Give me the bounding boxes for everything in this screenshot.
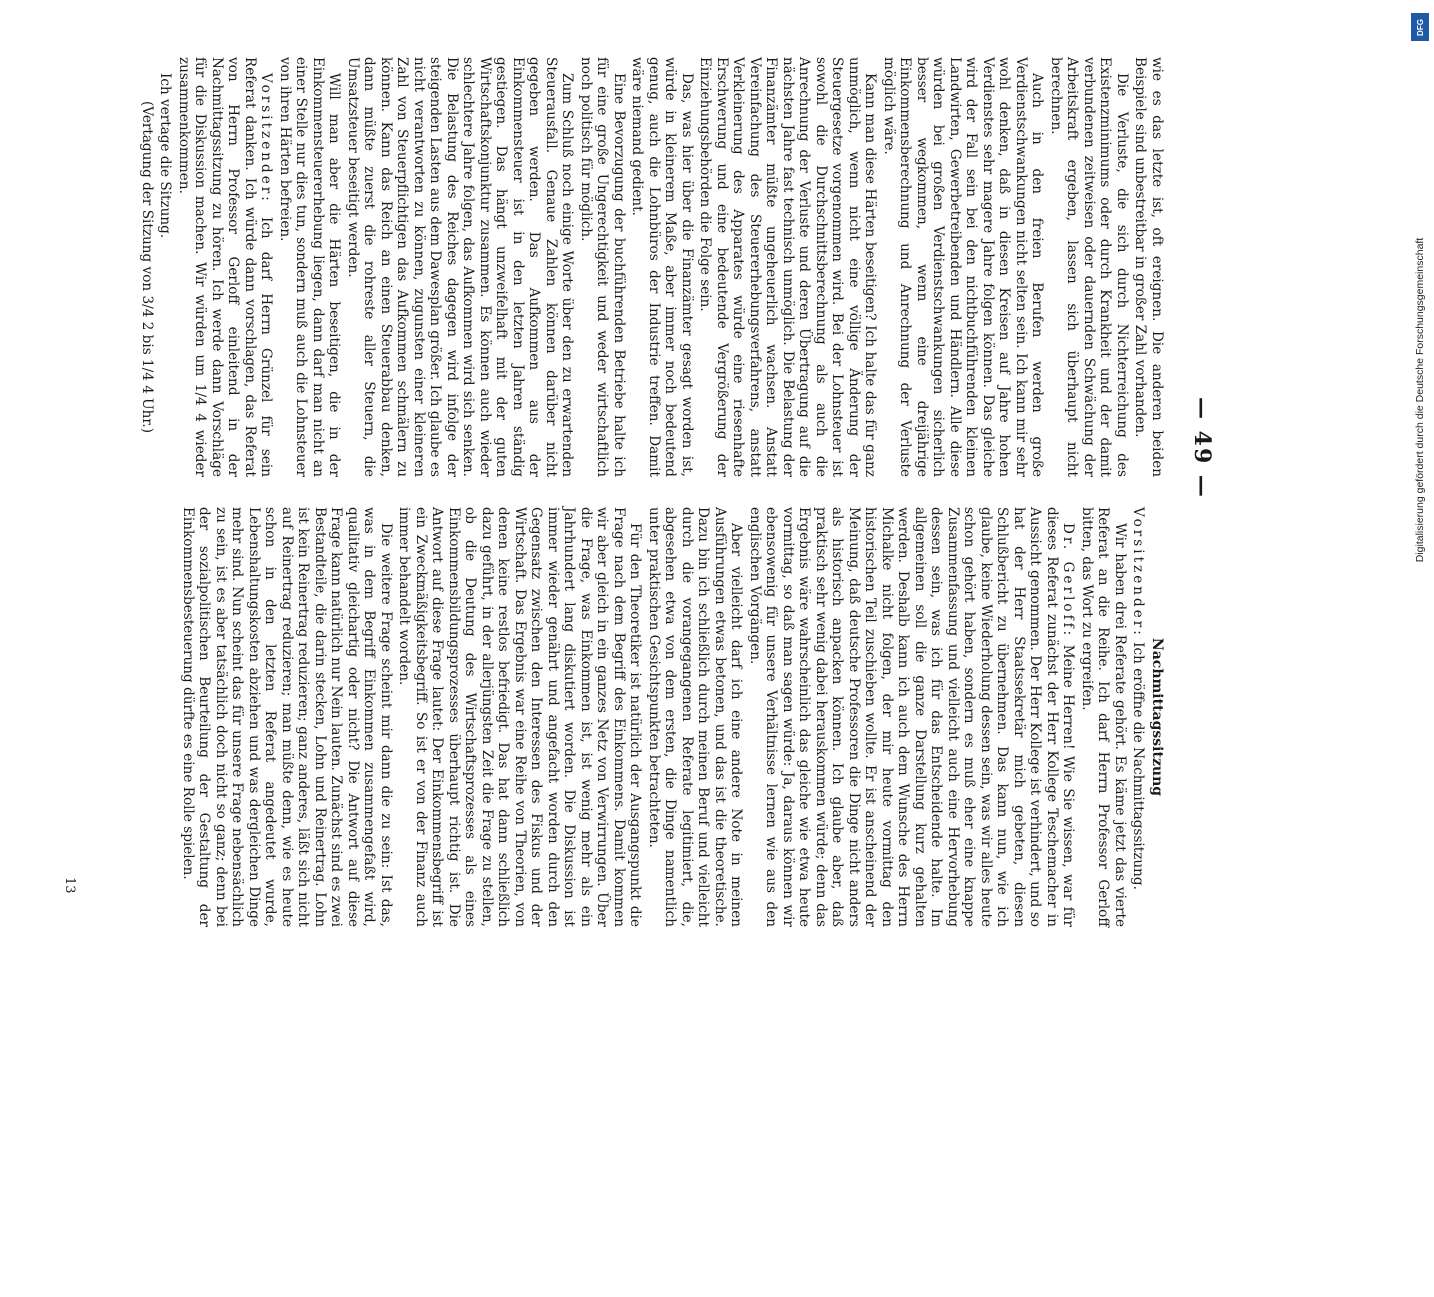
speaker-label: Vorsitzender: [258, 73, 275, 204]
paragraph: Wir haben drei Referate gehört. Es käme jetzt das vierte Referat an die Reihe. Ich darf Herrn Professor Gerloff bitten, das Wort zu ergreifen. [1079, 507, 1128, 927]
speaker-paragraph [747, 507, 1077, 927]
speaker-paragraph [1130, 507, 1147, 927]
section-title: Nachmittagssitzung [1149, 637, 1165, 797]
paragraph: Eine Bevorzugung der buchführenden Betriebe halte ich für eine große Ungerechtigkeit und weder wirtschaftlich noch politisch für möglich. [578, 57, 627, 477]
paragraph: Die weitere Frage scheint mir dann die zu sein: Ist das, was in dem Begriff Einkommen zusammengefaßt wird, qualitativ gleichartig oder nicht? Die Antwort auf diese Frage kann natürlich nur Nein lauten. Zunächst sind es zwei Bestandteile, die darin stecken, Lohn und Reinertrag. Lohn ist kein Reinertrag reduzieren; ganz anderes, läßt sich nicht auf Reinertrag reduzieren; man müßte denn, wie es heute schon in den letzten Referat angedeutet wurde, Lebenshaltungskosten abziehen und was dergleichen Dinge mehr sind. Nun scheint das für unsere Frage nebensächlich zu sein, ist es aber tatsächlich doch nicht so ganz; denn bei der sozialpolitischen Beurteilung der Gestaltung der Einkommensbesteuerung dürfte es eine Rolle spielen. [180, 507, 394, 927]
paragraph: Für den Theoretiker ist natürlich der Ausgangspunkt die Frage nach dem Begriff des Einkommens. Damit kommen wir aber gleich in ein ganzes Netz von Verwirrungen. Über die Frage, was Einkommen ist, ist wenig mehr als ein Jahrhundert lang diskutiert worden. Die Diskussion ist immer wieder genährt und angefacht worden durch den Gegensatz zwischen den Interessen des Fiskus und der Wirtschaft. Das Ergebnis war eine Reihe von Theorien, von denen keine restlos befriedigt. Das hat dann schließlich dazu geführt, in der allerjüngsten Zeit die Frage zu stellen, ob die Deutung des Wirtschaftsprozesses als eines Einkommensbildungsprozesses überhaupt richtig ist. Die Antwort auf diese Frage lautet: Der Einkommensbegriff ist ein Zweckmäßigkeitsbegriff. So ist er von der Finanz auch immer behandelt worden. [396, 507, 644, 927]
page-number: — 49 — [1189, 397, 1215, 499]
speaker-text: Ich darf Herrn Grünzel für sein Referat danken. Ich würde dann vorschlagen, das Referat von Herrn Professor Gerloff einleitend in der Nachmittagssitzung zu hören. Ich werde dann Vorschläge für die Diskussion machen. Wir würden um 1/4 4 wieder zusammenkommen. [176, 57, 275, 477]
dfg-logo: DFG [1411, 13, 1429, 41]
paragraph: Die Verluste, die sich durch Nichterreichung des Existenzminimums oder durch Krankheit und der damit verbundenen zeitweisen oder dauernden Schwächung der Arbeitskraft ergeben, lassen sich überhaupt nicht berechnen. [1048, 57, 1130, 477]
paragraph: Auch in den freien Berufen werden große Verdienstschwankungen nicht selten sein. Ich kann mir sehr wohl denken, daß in diesen Kreisen auf Jahre hohen Verdienstes sehr magere Jahre folgen können. Das gleiche wird der Fall sein bei den nichtbuchführenden kleinen Landwirten, Gewerbetreibenden und Händlern. Alle diese würden bei großen Verdienstschwankungen sicherlich besser wegkommen, wenn eine dreijährige Einkommensberechnung und Anrechnung der Verluste möglich wäre. [881, 57, 1046, 477]
page-marker: 13 [62, 877, 77, 894]
digitization-sidebar [1409, 5, 1431, 995]
paragraph: Das, was hier über die Finanzämter gesagt worden ist, würde in kleinerem Maße, aber immer noch bedeutend genug, auch die Lohnbüros der Industrie treffen. Damit wäre niemand gedient. [629, 57, 695, 477]
paragraph: Aber vielleicht darf ich eine andere Note in meinen Ausführungen etwas betonen, und das ist die theoretische. Dazu bin ich schließlich durch meinen Beruf und vielleicht durch die vorangegangenen Referate legitimiert, die, abgesehen etwa von dem ersten, die Dinge namentlich unter praktischen Gesichtspunkten betrachteten. [646, 507, 745, 927]
paragraph: wie es das letzte ist, oft ereignen. Die anderen beiden Beispiele sind unbestreitbar in großer Zahl vorhanden. [1132, 57, 1165, 477]
paragraph: Will man aber die Härten beseitigen, die in der Einkommensteuererhebung liegen, dann darf man nicht an einer Stelle nur dies tun, sondern muß auch die Lohnsteuer von ihren Härten befreien. [277, 57, 343, 477]
paragraph: Ich vertage die Sitzung. [157, 73, 174, 239]
speaker-paragraph [176, 57, 275, 477]
speaker-text: Ich eröffne die Nachmittagssitzung. [1130, 642, 1147, 890]
right-column [178, 507, 1166, 927]
speaker-label: Vorsitzender: [1130, 507, 1147, 638]
digitization-credit: Digitalisierung gefördert durch die Deutsche Forschungsgemeinschaft [1414, 237, 1426, 563]
left-column [137, 57, 1166, 477]
speaker-text: Meine Herren! Wie Sie wissen, war für dieses Referat zunächst der Herr Kollege Teschemacher in Aussicht genommen. Der Herr Kollege ist verhindert, und so hat der Herr Staatssekretär mich gebeten, diesen Schlußbericht zu übernehmen. Das kann nun, wie ich glaube, keine Wiederholung dessen sein, was wir alles heute schon gehört haben, sondern es muß eher eine knappe Zusammenfassung und vielleicht auch eine Hervorhebung dessen sein, was ich für das Entscheidende halte. Im allgemeinen soll die ganze Darstellung kurz gehalten werden. Deshalb kann ich auch dem Wunsche des Herrn Michalke nicht folgen, der mir heute vormittag den historischen Teil zuschieben wollte. Er ist anscheinend der Meinung, daß deutsche Professoren die Dinge nicht anders als historisch anpacken können. Ich glaube aber, daß praktisch sehr wenig dabei herauskommen würde; denn das Ergebnis wäre wahrscheinlich das gleiche wie etwa heute vormittag, so daß man sagen würde: Ja, daraus können wir ebensowenig für unsere Verhältnisse lernen wie aus den englischen Vorgängen. [747, 507, 1077, 928]
paragraph: Zum Schluß noch einige Worte über den zu erwartenden Steuerausfall. Genaue Zahlen können darüber nicht gegeben werden. Das Aufkommen aus der Einkommensteuer ist in den letzten Jahren ständig gestiegen. Das hängt unzweifelhaft mit der guten Wirtschaftskonjunktur zusammen. Es können auch wieder schlechtere Jahre folgen, das Aufkommen wird sich senken. Die Belastung des Reiches dagegen wird infolge der steigenden Lasten aus dem Dawesplan größer. Ich glaube es nicht verantworten zu können, zugunsten einer kleineren Zahl von Steuerpflichtigen das Aufkommen schmälern zu können. Kann das Reich an einen Steuerabbau denken, dann müßte zuerst die rohreste aller Steuern, die Umsatzsteuer beseitigt werden. [345, 57, 576, 477]
adjournment-note: (Vertagung der Sitzung von 3/4 2 bis 1/4 4 Uhr.) [139, 100, 155, 434]
rotated-sheet [5, 45, 1245, 945]
paragraph: Kann man diese Härten beseitigen? Ich halte das für ganz unmöglich, wenn nicht eine völlige Änderung der Steuergesetze vorgenommen wird. Bei der Lohnsteuer ist sowohl die Durchschnittsberechnung als auch die Anrechnung der Verluste und deren Übertragung auf die nächsten Jahre fast technisch unmöglich. Die Belastung der Finanzämter müßte ungeheuerlich wachsen. Anstatt Vereinfachung des Steuererhebungsverfahrens, anstatt Verkleinerung des Apparates würde eine riesenhafte Erschwerung und eine bedeutende Vergrößerung der Einziehungsbehörden die Folge sein. [697, 57, 879, 477]
speaker-label: Dr. Gerloff: [1060, 523, 1077, 639]
